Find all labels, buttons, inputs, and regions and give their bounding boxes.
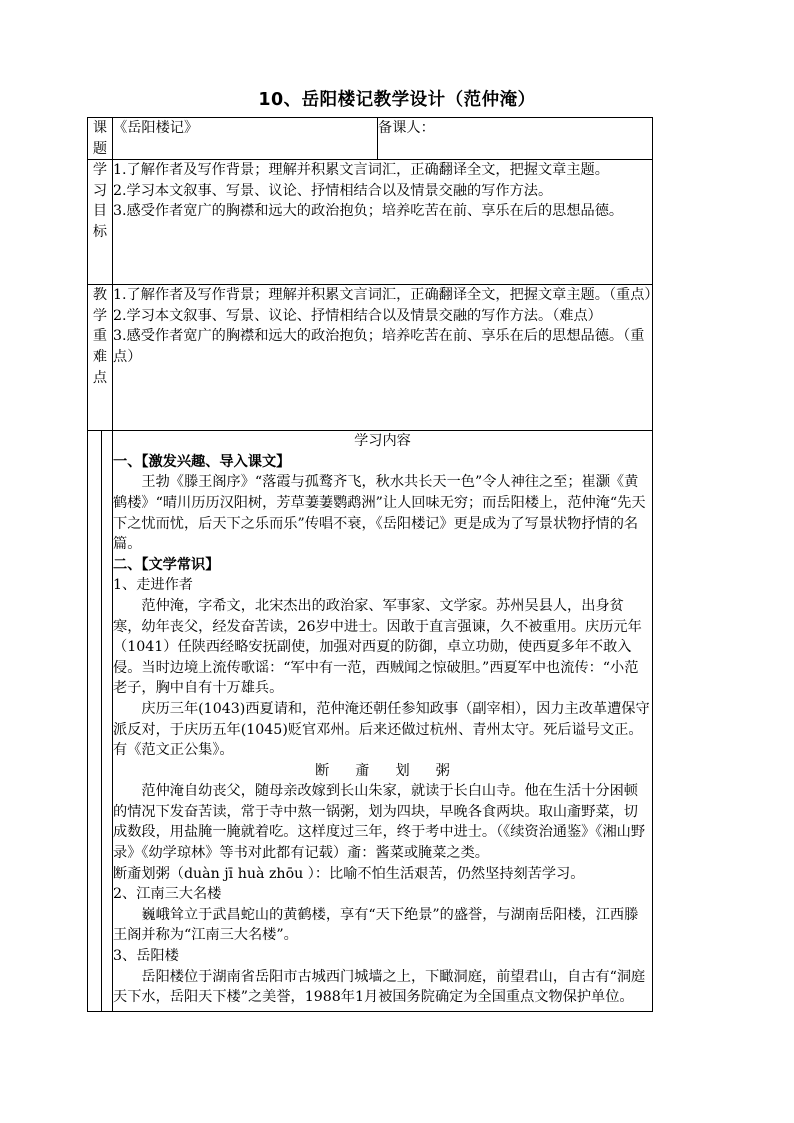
- label-char: 教: [92, 287, 108, 304]
- topic-row: [88, 118, 653, 160]
- key-points-row: [88, 285, 653, 431]
- objective-item: 3.感受作者宽广的胸襟和远大的政治抱负；培养吃苦在前、享乐在后的思想品德。: [113, 203, 624, 220]
- label-char: 课: [92, 120, 108, 136]
- label-char: 习: [92, 182, 108, 199]
- topic-value: 《岳阳楼记》: [113, 118, 378, 160]
- label-char: 学: [92, 162, 108, 179]
- content-heading: 学习内容: [354, 433, 411, 450]
- label-char: 目: [92, 203, 108, 220]
- lesson-plan-table: [87, 117, 659, 1012]
- story-title: 断齑划粥: [315, 762, 476, 779]
- label-char: 点: [92, 369, 108, 386]
- key-points-content: [113, 285, 659, 431]
- intro-paragraph: 王勃《滕王阁序》“落霞与孤鹜齐飞，秋水共长天一色”令人神往之至；崔灏《黄鹤楼》“晴川历历汉阳树，芳草萋萋鹦鹉洲”让人回味无穷；而岳阳楼上，范仲淹“先天下之忧而忧，后天下之乐而乐”传唱不衰，《岳阳楼记》更是成为了写景状物抒情的名篇。: [113, 474, 646, 553]
- label-char: 难: [92, 348, 108, 365]
- content-row: [88, 431, 653, 1012]
- topic-label: [88, 118, 113, 160]
- objectives-label: [88, 160, 113, 285]
- objectives-content: [113, 160, 653, 285]
- label-char: 标: [92, 223, 108, 240]
- subsection-title: 1、走进作者: [113, 577, 193, 594]
- label-char: 题: [92, 140, 108, 157]
- label-char: 重: [92, 328, 108, 345]
- towers-paragraph: 巍峨耸立于武昌蛇山的黄鹤楼，享有“天下绝景”的盛誉，与湖南岳阳楼，江西滕王阁并称为“江南三大名楼”。: [113, 906, 639, 944]
- author-paragraph: 庆历三年(1043)西夏请和，范仲淹还朝任参知政事（副宰相），因力主改革遭保守派反对，于庆历五年(1045)贬官邓州。后来还做过杭州、青州太守。死后谥号文正。有《范文正公集》。: [113, 700, 650, 759]
- content-margin: [88, 431, 113, 1012]
- label-char: 学: [92, 307, 108, 324]
- author-paragraph: 范仲淹，字希文，北宋杰出的政治家、军事家、文学家。苏州吴县人，出身贫寒，幼年丧父，经发奋苦读，26岁中进士。因敢于直言强谏，久不被重用。庆历元年（1041）任陕西经略安抚副使，加强对西夏的防御，卓立功勋，使西夏多年不敢入侵。当时边境上流传歌谣：“军中有一范，西贼闻之惊破胆。”西夏军中也流传：“小范老子，胸中自有十万雄兵。: [113, 597, 642, 697]
- key-point-item: 2.学习本文叙事、写景、议论、抒情相结合以及情景交融的写作方法。（难点）: [113, 307, 602, 324]
- key-point-item: 1.了解作者及写作背景；理解并积累文言词汇，正确翻译全文，把握文章主题。（重点）: [113, 287, 659, 304]
- objective-item: 1.了解作者及写作背景；理解并积累文言词汇，正确翻译全文，把握文章主题。: [113, 162, 609, 179]
- objectives-row: [88, 160, 653, 285]
- yueyang-paragraph: 岳阳楼位于湖南省岳阳市古城西门城墙之上，下瞰洞庭，前望君山，自古有“洞庭天下水，岳阳天下楼”之美誉，1988年1月被国务院确定为全国重点文物保护单位。: [113, 968, 646, 1006]
- section-title: 一、【激发兴趣、导入课文】: [113, 453, 291, 470]
- objective-item: 2.学习本文叙事、写景、议论、抒情相结合以及情景交融的写作方法。: [113, 182, 553, 199]
- preparer-field: 备课人：: [378, 118, 653, 160]
- idiom-definition: 断齑划粥（duàn jī huà zhōu ）：比喻不怕生活艰苦，仍然坚持刻苦学习。: [113, 865, 585, 882]
- key-point-item: 3.感受作者宽广的胸襟和远大的政治抱负；培养吃苦在前、享乐在后的思想品德。（重点）: [113, 328, 645, 365]
- key-points-label: [88, 285, 113, 431]
- document-title: 10、岳阳楼记教学设计（范仲淹）: [258, 90, 536, 110]
- subsection-title: 3、岳阳楼: [113, 948, 179, 965]
- story-paragraph: 范仲淹自幼丧父，随母亲改嫁到长山朱家，就读于长白山寺。他在生活十分困顿的情况下发奋苦读，常于寺中熬一锅粥，划为四块，早晚各食两块。取山齑野菜，切成数段，用盐腌一腌就着吃。这样度过三年，终于考中进士。（《续资治通鉴》《湘山野录》《幼学琼林》等书对此都有记载）齑：酱菜或腌菜之类。: [113, 783, 646, 862]
- section-title: 二、【文学常识】: [113, 556, 220, 573]
- subsection-title: 2、江南三大名楼: [113, 886, 222, 903]
- content-body: [113, 431, 653, 1012]
